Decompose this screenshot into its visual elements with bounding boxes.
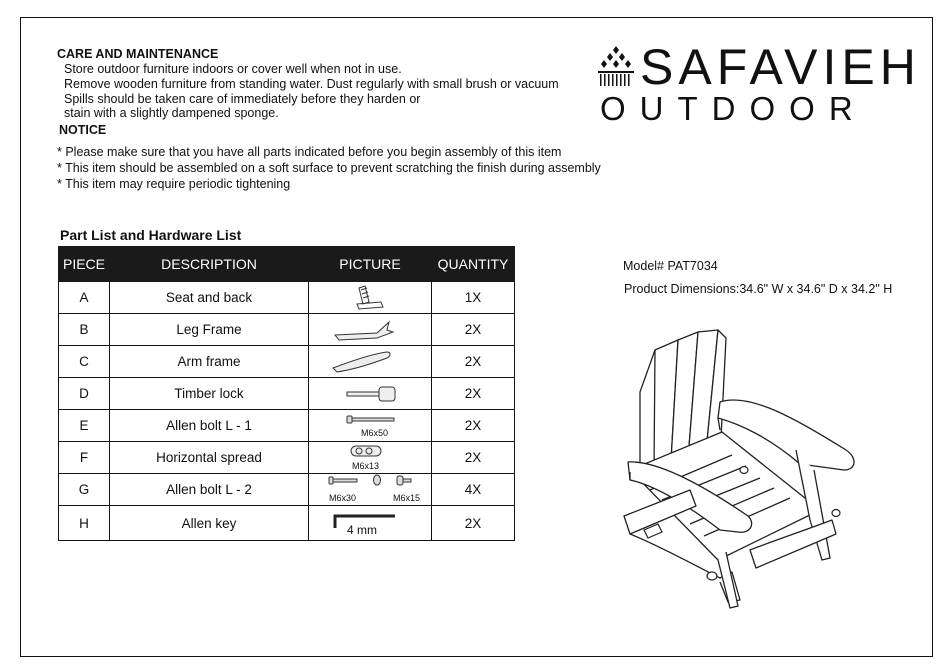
quantity-cell: 2X <box>432 346 515 378</box>
quantity-cell: 4X <box>432 474 515 506</box>
quantity-cell: 2X <box>432 410 515 442</box>
bolt-size-label: M6x50 <box>361 428 389 438</box>
key-size-label: 4 mm <box>347 522 377 537</box>
quantity-cell: 2X <box>432 314 515 346</box>
timber-lock-icon <box>309 378 429 409</box>
table-row <box>59 442 515 474</box>
description-cell: Leg Frame <box>110 314 309 346</box>
adirondack-chair-illustration <box>600 320 900 610</box>
piece-cell: H <box>59 506 110 541</box>
description-cell: Seat and back <box>110 282 309 314</box>
header-description: DESCRIPTION <box>110 247 309 282</box>
description-cell: Arm frame <box>110 346 309 378</box>
parts-table <box>58 246 515 541</box>
table-row <box>59 378 515 410</box>
care-line: Remove wooden furniture from standing water. Dust regularly with small brush or vacuum <box>64 77 559 91</box>
logo-mark-icon <box>596 44 636 88</box>
model-number: Model# PAT7034 <box>623 259 718 273</box>
table-row <box>59 346 515 378</box>
seat-and-back-icon <box>309 282 429 313</box>
leg-frame-icon <box>309 314 429 345</box>
piece-cell: D <box>59 378 110 410</box>
picture-cell <box>309 346 432 378</box>
picture-cell <box>309 314 432 346</box>
picture-cell <box>309 474 432 506</box>
safavieh-logo <box>596 38 921 128</box>
header-quantity: QUANTITY <box>432 247 515 282</box>
bolt-size-label: M6x15 <box>393 493 421 503</box>
logo-wordmark-bottom: OUTDOOR <box>600 90 867 127</box>
piece-cell: B <box>59 314 110 346</box>
quantity-cell: 2X <box>432 442 515 474</box>
bolt-size-label: M6x30 <box>329 493 357 503</box>
spread-size-label: M6x13 <box>352 461 380 471</box>
piece-cell: F <box>59 442 110 474</box>
product-dimensions: Product Dimensions:34.6" W x 34.6" D x 34.2" H <box>624 282 893 296</box>
piece-cell: G <box>59 474 110 506</box>
care-title: CARE AND MAINTENANCE <box>57 47 219 61</box>
quantity-cell: 2X <box>432 378 515 410</box>
picture-cell <box>309 282 432 314</box>
care-line: stain with a slightly dampened sponge. <box>64 106 279 120</box>
picture-cell <box>309 506 432 541</box>
picture-cell <box>309 378 432 410</box>
logo-wordmark-top: SAFAVIEH <box>640 39 921 95</box>
picture-cell <box>309 410 432 442</box>
care-line: Spills should be taken care of immediately before they harden or <box>64 92 421 106</box>
quantity-cell: 2X <box>432 506 515 541</box>
piece-cell: C <box>59 346 110 378</box>
quantity-cell: 1X <box>432 282 515 314</box>
table-row <box>59 282 515 314</box>
description-cell: Allen key <box>110 506 309 541</box>
notice-line: * This item may require periodic tightening <box>57 177 291 191</box>
piece-cell: A <box>59 282 110 314</box>
table-row <box>59 410 515 442</box>
picture-cell <box>309 442 432 474</box>
part-list-title: Part List and Hardware List <box>60 227 242 243</box>
arm-frame-icon <box>309 346 429 377</box>
table-row <box>59 506 515 541</box>
header-picture: PICTURE <box>309 247 432 282</box>
table-row <box>59 474 515 506</box>
description-cell: Allen bolt L - 2 <box>110 474 309 506</box>
notice-line: * This item should be assembled on a soft surface to prevent scratching the finish during assembly <box>57 161 601 175</box>
care-line: Store outdoor furniture indoors or cover well when not in use. <box>64 62 402 76</box>
description-cell: Horizontal spread <box>110 442 309 474</box>
piece-cell: E <box>59 410 110 442</box>
notice-title: NOTICE <box>59 123 107 137</box>
header-piece: PIECE <box>59 247 110 282</box>
table-row <box>59 314 515 346</box>
description-cell: Timber lock <box>110 378 309 410</box>
description-cell: Allen bolt L - 1 <box>110 410 309 442</box>
notice-line: * Please make sure that you have all parts indicated before you begin assembly of this item <box>57 145 562 159</box>
table-header-row <box>59 247 515 282</box>
